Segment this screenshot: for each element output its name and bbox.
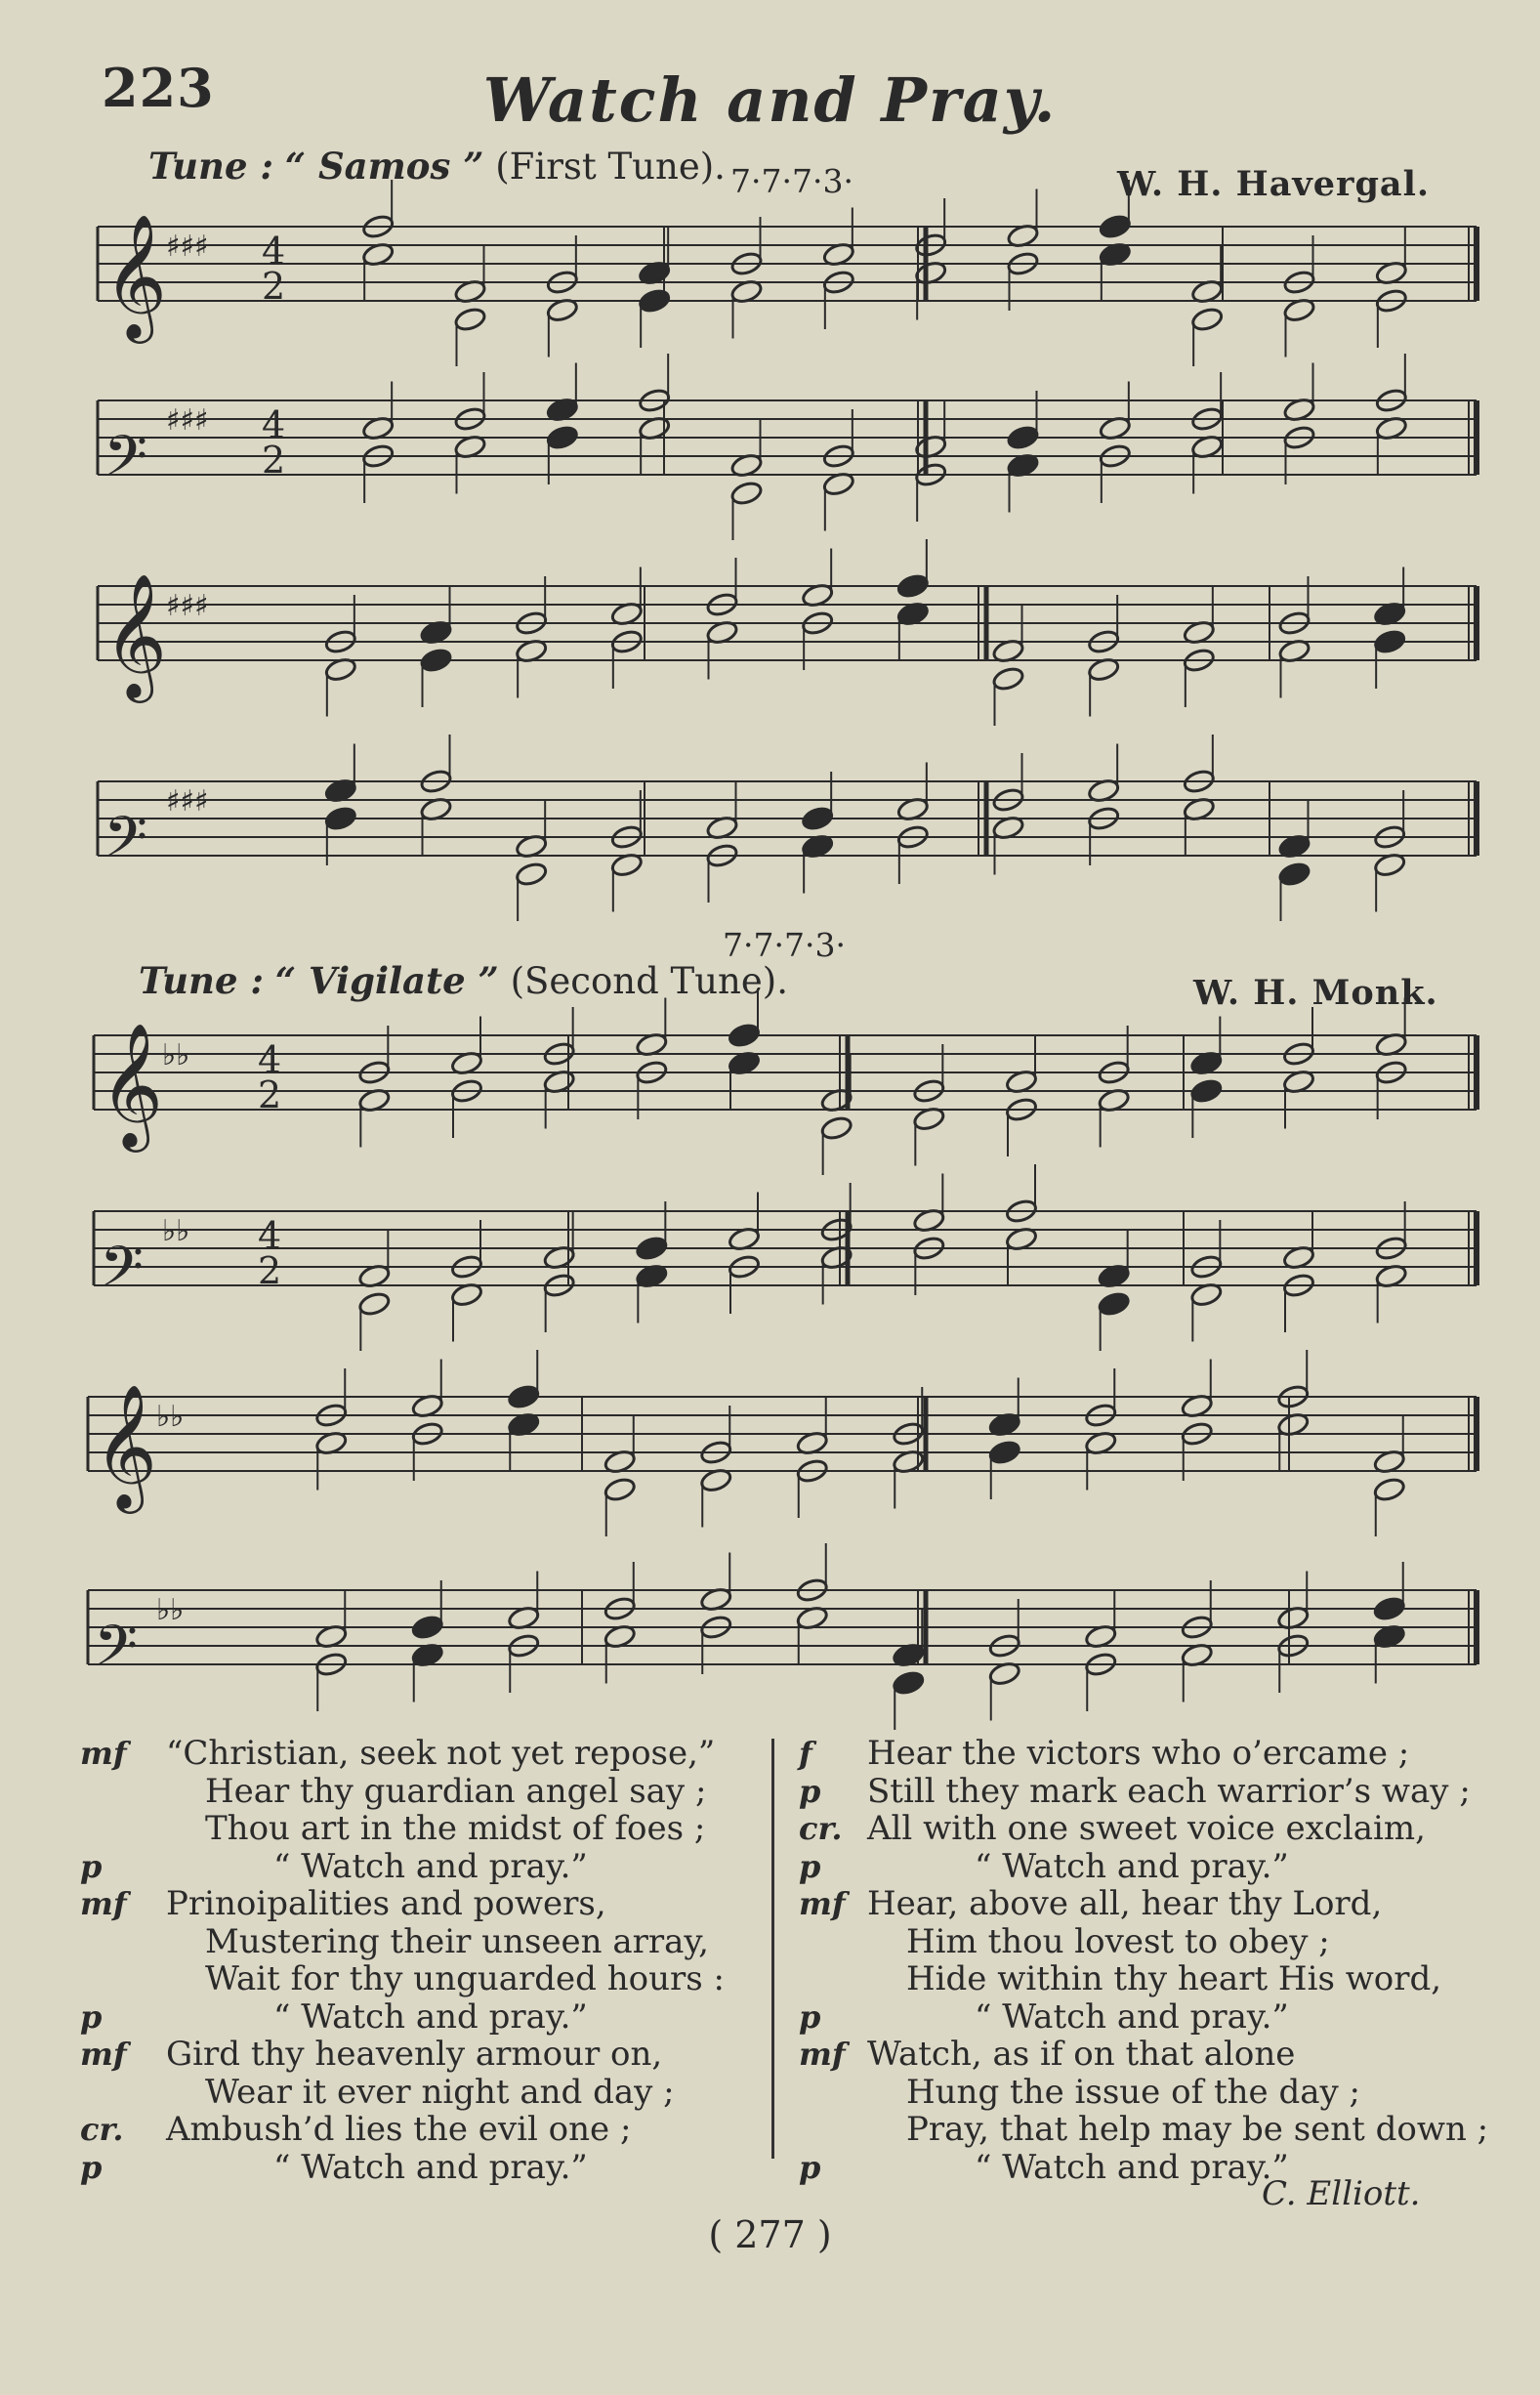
- tune1-composer: W. H. Havergal.: [1117, 164, 1431, 204]
- dynamic-mark: mf: [80, 1885, 127, 1922]
- dynamic-mark: cr.: [799, 1810, 843, 1847]
- svg-text:♭♭: ♭♭: [162, 1214, 190, 1248]
- dynamic-mark: p: [799, 1772, 821, 1810]
- svg-text:♯♯♯: ♯♯♯: [166, 589, 209, 623]
- verse-line: “ Watch and pray.”: [273, 1996, 588, 2037]
- tune2-name: “ Vigilate ”: [274, 959, 499, 1002]
- hymn-title: Watch and Pray.: [482, 64, 1058, 136]
- dynamic-mark: cr.: [80, 2111, 124, 2148]
- dynamic-mark: mf: [799, 2036, 846, 2073]
- verse-line: Gird thy heavenly armour on,: [166, 2035, 663, 2074]
- verse-line: Wait for thy unguarded hours :: [205, 1959, 725, 1998]
- verse-line: All with one sweet voice exclaim,: [867, 1809, 1426, 1848]
- verse-line: Mustering their unseen array,: [205, 1921, 709, 1961]
- svg-text:♭♭: ♭♭: [156, 1400, 185, 1434]
- tune2-meter: 7·7·7·3·: [723, 926, 846, 964]
- verse-line: Hear, above all, hear thy Lord,: [867, 1884, 1383, 1923]
- page-number: ( 277 ): [708, 2213, 832, 2256]
- tune1-name: “ Samos ”: [284, 145, 484, 188]
- svg-text:2: 2: [258, 1073, 282, 1116]
- svg-text:♯♯♯: ♯♯♯: [166, 403, 209, 438]
- verse-line: Prinoipalities and powers,: [166, 1884, 606, 1923]
- dynamic-mark: p: [799, 1997, 821, 2036]
- verse-line: Hear the victors who o’ercame ;: [867, 1734, 1410, 1773]
- tune2-prefix: Tune :: [139, 959, 265, 1002]
- dynamic-mark: p: [799, 1847, 821, 1885]
- svg-text:4: 4: [258, 1038, 282, 1081]
- verse-line: Ambush’d lies the evil one ;: [166, 2110, 632, 2149]
- svg-text:♭♭: ♭♭: [162, 1038, 190, 1072]
- dynamic-mark: p: [799, 2148, 821, 2186]
- verse-line: Hide within thy heart His word,: [906, 1959, 1442, 1998]
- tune2-label: (Second Tune).: [510, 960, 788, 1002]
- verse-line: Him thou lovest to obey ;: [906, 1921, 1330, 1961]
- author: C. Elliott.: [1262, 2174, 1421, 2213]
- verse-line: “ Watch and pray.”: [273, 1846, 588, 1886]
- dynamic-mark: mf: [80, 2036, 127, 2073]
- verse-line: “ Watch and pray.”: [975, 2147, 1289, 2187]
- svg-text:4: 4: [262, 403, 286, 446]
- svg-text:2: 2: [258, 1249, 282, 1292]
- svg-text:𝄢: 𝄢: [104, 423, 148, 503]
- svg-text:♭♭: ♭♭: [156, 1593, 185, 1627]
- verse-line: Thou art in the midst of foes ;: [205, 1809, 706, 1848]
- svg-text:𝄢: 𝄢: [94, 1613, 139, 1693]
- svg-text:𝄞: 𝄞: [104, 572, 168, 697]
- tune1-prefix: Tune :: [148, 145, 274, 188]
- hymn-number: 223: [102, 57, 215, 119]
- svg-text:𝄞: 𝄞: [94, 1383, 158, 1508]
- tune1-label: (First Tune).: [495, 146, 726, 188]
- svg-text:4: 4: [262, 230, 286, 273]
- dynamic-mark: mf: [80, 1735, 127, 1772]
- verse-line: Still they mark each warrior’s way ;: [867, 1771, 1471, 1811]
- verse-line: “ Watch and pray.”: [273, 2147, 588, 2187]
- column-divider: [771, 1739, 774, 2159]
- svg-text:𝄞: 𝄞: [104, 213, 168, 338]
- svg-text:𝄢: 𝄢: [100, 1234, 145, 1314]
- verse-line: Hear thy guardian angel say ;: [205, 1771, 707, 1811]
- dynamic-mark: mf: [799, 1885, 846, 1922]
- verse-line: “ Watch and pray.”: [975, 1846, 1289, 1886]
- verse-line: Wear it ever night and day ;: [205, 2072, 675, 2112]
- verse-line: Hung the issue of the day ;: [906, 2072, 1360, 2112]
- svg-text:𝄢: 𝄢: [104, 804, 148, 884]
- verse-line: “ Watch and pray.”: [975, 1996, 1289, 2037]
- tune1-meter: 7·7·7·3·: [730, 162, 853, 200]
- dynamic-mark: p: [80, 2148, 103, 2186]
- dynamic-mark: p: [80, 1997, 103, 2036]
- svg-text:♯♯♯: ♯♯♯: [166, 784, 209, 819]
- verse-line: Watch, as if on that alone: [867, 2035, 1296, 2074]
- verse-line: “Christian, seek not yet repose,”: [166, 1734, 716, 1773]
- dynamic-mark: p: [80, 1847, 103, 1885]
- svg-text:𝄞: 𝄞: [100, 1022, 164, 1147]
- verse-line: Pray, that help may be sent down ;: [906, 2110, 1489, 2149]
- svg-text:2: 2: [262, 265, 286, 308]
- svg-text:2: 2: [262, 439, 286, 482]
- dynamic-mark: f: [799, 1735, 812, 1772]
- svg-text:4: 4: [258, 1214, 282, 1257]
- tune2-composer: W. H. Monk.: [1193, 973, 1438, 1013]
- svg-text:♯♯♯: ♯♯♯: [166, 230, 209, 264]
